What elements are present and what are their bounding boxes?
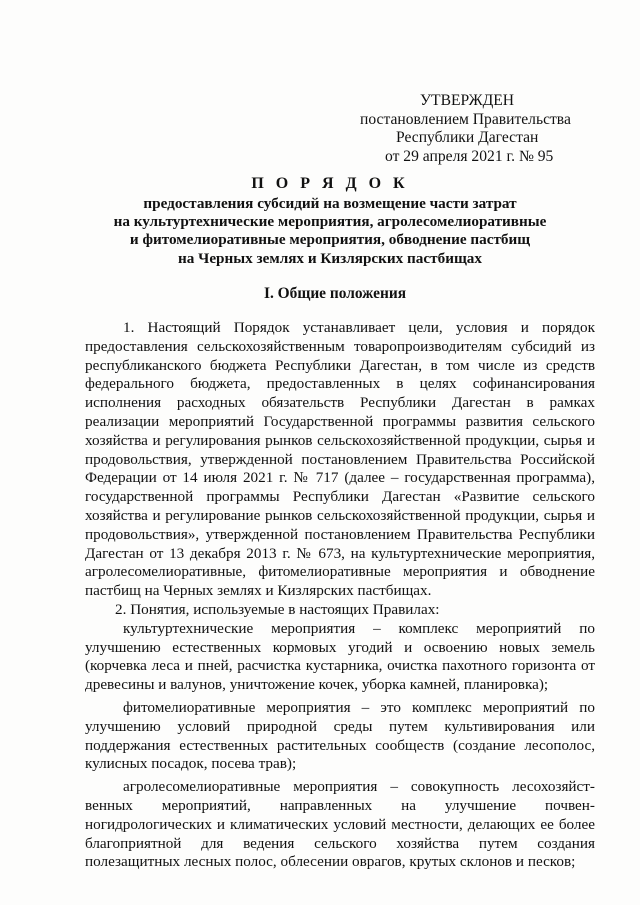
approval-title: УТВЕРЖДЕН: [420, 92, 515, 109]
paragraph-cultural-technical: культуртехнические мероприятия – комплекс мероприятий по улучшению естественных кормовых угодий и освоению новых земель (корчевка леса и пней, расчистка кустарника, очистка пахотного горизонта от древесины и валунов, уничтожение кочек, уборка камней, планировка);: [85, 619, 595, 694]
subtitle-line: предоставления субсидий на возмещение части затрат: [143, 195, 517, 212]
approval-line-date: от 29 апреля 2021 г. № 95: [385, 147, 554, 165]
document-title: П О Р Я Д О К: [251, 175, 409, 192]
subtitle-line: на культуртехнические мероприятия, агролесомелиоративные: [113, 213, 547, 231]
paragraph-phytomeliorative: фитомелиоративные мероприятия – это комплекс мероприятий по улучшению условий природной среды путем культивирования или поддержания естественных растительных сообществ (создание лесополос, кулисных посадок, посева трав);: [85, 698, 595, 773]
paragraph-agroforestry: агролесомелиоративные мероприятия – совокупность лесохозяйст-венных мероприятий, направленных на улучшение почвен-ногидрологических и климатических условий местности, делающих ее более благоприятной для ведения сельского хозяйства путем создания полезащитных лесных полос, облесении оврагов, крутых склонов и песков;: [85, 778, 595, 871]
subtitle-line: на Черных землях и Кизлярских пастбищах: [178, 249, 482, 267]
document-body: [85, 319, 595, 872]
approval-stamp: [358, 92, 598, 166]
approval-line-resolution: постановлением Правительства: [360, 110, 571, 128]
section-heading: I. Общие положения: [263, 285, 407, 302]
subtitle-line: и фитомелиоративные мероприятия, обводнение пастбищ: [129, 231, 531, 249]
approval-line-republic: Республики Дагестан: [396, 129, 539, 146]
document-subtitle: [90, 195, 570, 268]
paragraph-definitions-intro: 2. Понятия, используемые в настоящих Правилах:: [115, 600, 440, 618]
paragraph-purpose: 1. Настоящий Порядок устанавливает цели, условия и порядок предоставления сельскохозяйственным товаропроизводителям субсидий из республиканского бюджета Республики Дагестан, в том числе из средств федерального бюджета, предоставленных в целях софинансирования исполнения расходных обязательств Республики Дагестан в рамках реализации мероприятий Государственной программы развития сельского хозяйства и регулирования рынков сельскохозяйственной продукции, сырья и продовольствия, утвержденной постановлением Правительства Российской Федерации от 14 июля 2021 г. № 717 (далее – государственная программа), государственной программы Республики Дагестан «Развитие сельского хозяйства и регулирование рынков сельскохозяйственной продукции, сырья и продовольствия», утвержденной постановлением Правительства Республики Дагестан от 13 декабря 2013 г. № 673, на культуртехнические мероприятия, агролесомелиоративные, фитомелиоративные мероприятия и обводнение пастбищ на Черных землях и Кизлярских пастбищах.: [85, 319, 595, 600]
